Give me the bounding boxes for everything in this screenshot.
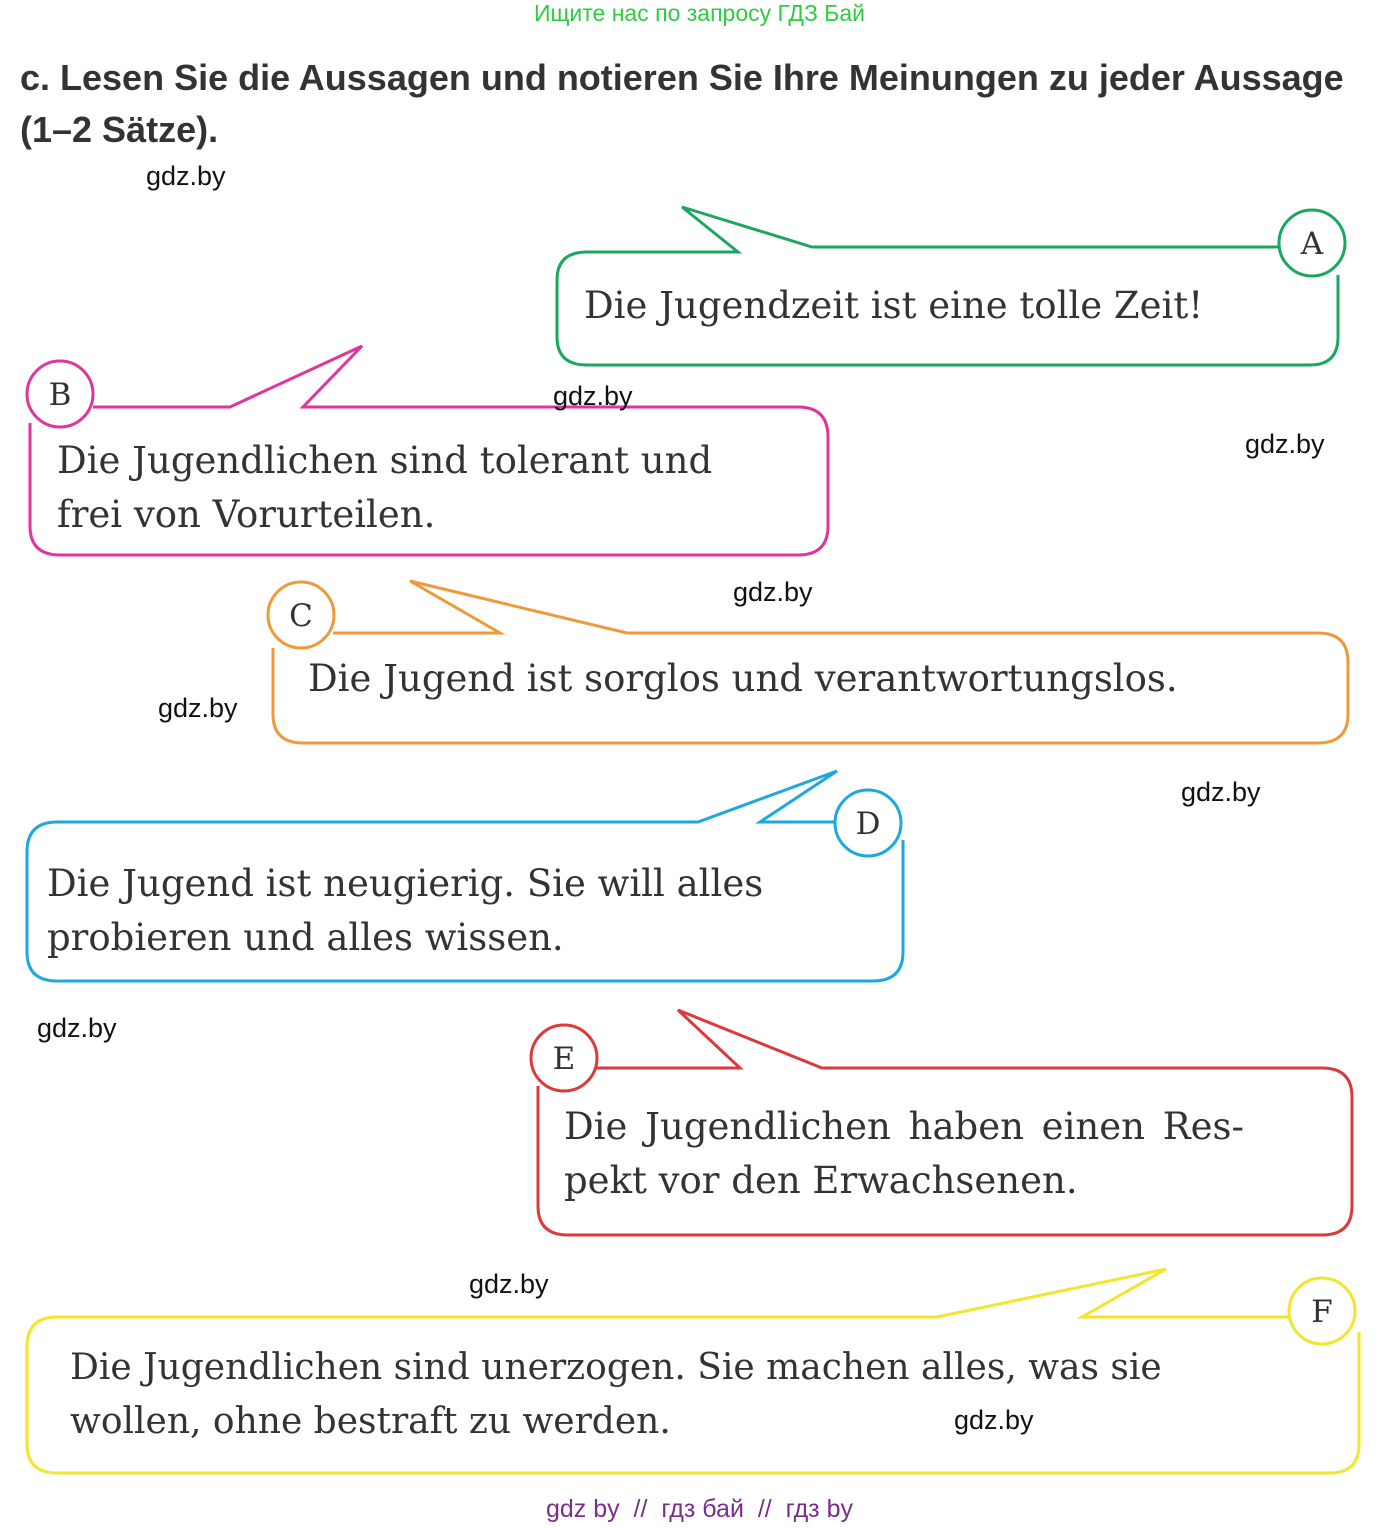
exercise-heading: c. Lesen Sie die Aussagen und notieren Sie Ihre Meinungen zu jeder Aussage (1–2 Sätze). [20, 57, 1344, 150]
statement-e-line-2: pekt vor den Erwachsenen. [564, 1159, 1078, 1202]
statement-d-line-1: Die Jugend ist neugierig. Sie will alles [47, 862, 764, 905]
bubble-b-letter: B [48, 377, 72, 413]
bubble-e-letter: E [552, 1041, 576, 1077]
watermark-8: gdz.by [469, 1269, 549, 1299]
statement-d [47, 857, 892, 965]
statement-c-line-1: Die Jugend ist sorglos und verantwortungslos. [308, 657, 1178, 700]
watermark-7: gdz.by [37, 1013, 117, 1043]
statement-b-line-2: frei von Vorurteilen. [57, 493, 436, 536]
bubble-d-letter: D [855, 806, 881, 842]
bubble-a-letter: A [1300, 226, 1324, 262]
statement-f [70, 1341, 1350, 1449]
statement-d-line-2: probieren und alles wissen. [47, 916, 564, 959]
bubble-f-letter: F [1311, 1294, 1333, 1330]
footer-links: gdz by // гдз бай // гдз by [545, 1495, 853, 1523]
watermark-3: gdz.by [1245, 429, 1325, 459]
statement-e [564, 1100, 1344, 1208]
statement-b [57, 434, 817, 542]
watermark-9: gdz.by [954, 1405, 1034, 1435]
statement-c [308, 652, 1338, 706]
bubble-c-letter: C [289, 598, 313, 634]
watermark-2: gdz.by [553, 381, 633, 411]
watermark-1: gdz.by [146, 161, 226, 191]
watermark-6: gdz.by [1181, 777, 1261, 807]
statement-a-line-1: Die Jugendzeit ist eine tolle Zeit! [584, 284, 1204, 327]
top-search-note: Ищите нас по запросу ГДЗ Бай [533, 0, 866, 26]
watermark-5: gdz.by [158, 693, 238, 723]
statement-e-line-1: Die Jugendlichen haben einen Res- [564, 1105, 1244, 1148]
statement-f-line-2: wollen, ohne bestraft zu werden. [70, 1401, 671, 1442]
statement-f-line-1: Die Jugendlichen sind unerzogen. Sie machen alles, was sie [70, 1347, 1162, 1388]
statement-b-line-1: Die Jugendlichen sind tolerant und [57, 439, 713, 482]
watermark-4: gdz.by [733, 577, 813, 607]
statement-a [584, 279, 1324, 333]
